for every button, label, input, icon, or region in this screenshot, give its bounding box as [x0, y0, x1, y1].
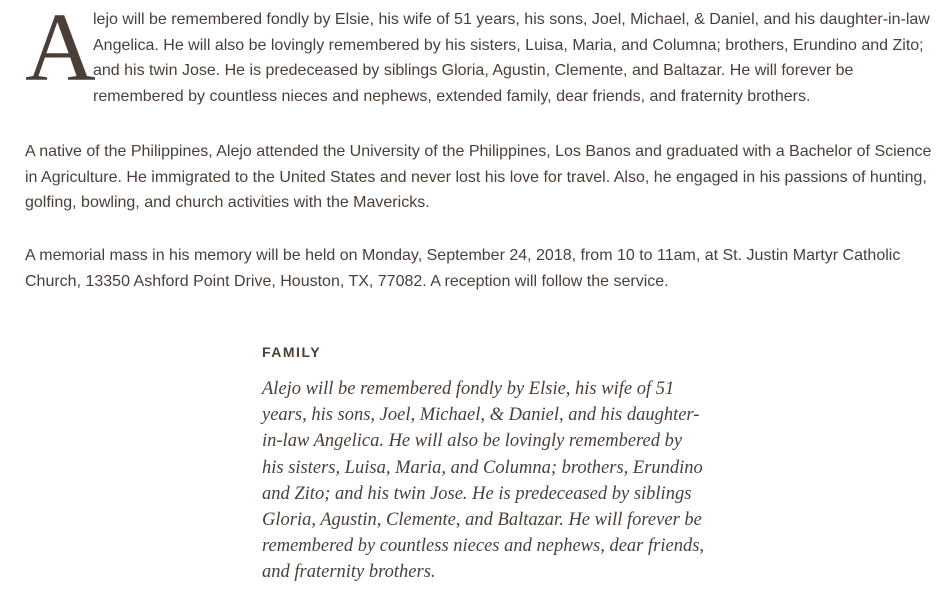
- obituary-article: [25, 0, 937, 290]
- family-text: Alejo will be remembered fondly by Elsie, his wife of 51 years, his sons, Joel, Michael, & Daniel, and his daughter-in-law Angelica. He will also be lovingly remembered by his sisters, Luisa, Maria, and Columna; brothers, Erundino and Zito; and his twin Jose. He is predeceased by siblings Gloria, Agustin, Clemente, and Baltazar. He will forever be remembered by countless nieces and nephews, dear friends, and fraternity brothers.: [262, 379, 705, 583]
- background-paragraph: A native of the Philippines, Alejo attended the University of the Philippines, Los Banos and graduated with a Bachelor of Science in Agriculture. He immigrated to the United States and never lost his love for travel. Also, he engaged in his passions of hunting, golfing, bowling, and church activities with the Mavericks.: [25, 143, 932, 211]
- family-section: [262, 342, 707, 586]
- drop-cap: A: [25, 0, 96, 102]
- intro-paragraph: lejo will be remembered fondly by Elsie, his wife of 51 years, his sons, Joel, Michael, & Daniel, and his daughter-in-law Angelica. He will also be lovingly remembered by his sisters, Luisa, Maria, and Columna; brothers, Erundino and Zito; and his twin Jose. He is predeceased by siblings Gloria, Agustin, Clemente, and Baltazar. He will forever be remembered by countless nieces and nephews, extended family, dear friends, and fraternity brothers.: [93, 11, 930, 105]
- family-heading: FAMILY: [262, 344, 322, 360]
- memorial-paragraph: A memorial mass in his memory will be held on Monday, September 24, 2018, from 10 to 11am, at St. Justin Martyr Catholic Church, 13350 Ashford Point Drive, Houston, TX, 77082. A reception will follow the service.: [25, 247, 901, 290]
- obituary-intro: [25, 0, 937, 109]
